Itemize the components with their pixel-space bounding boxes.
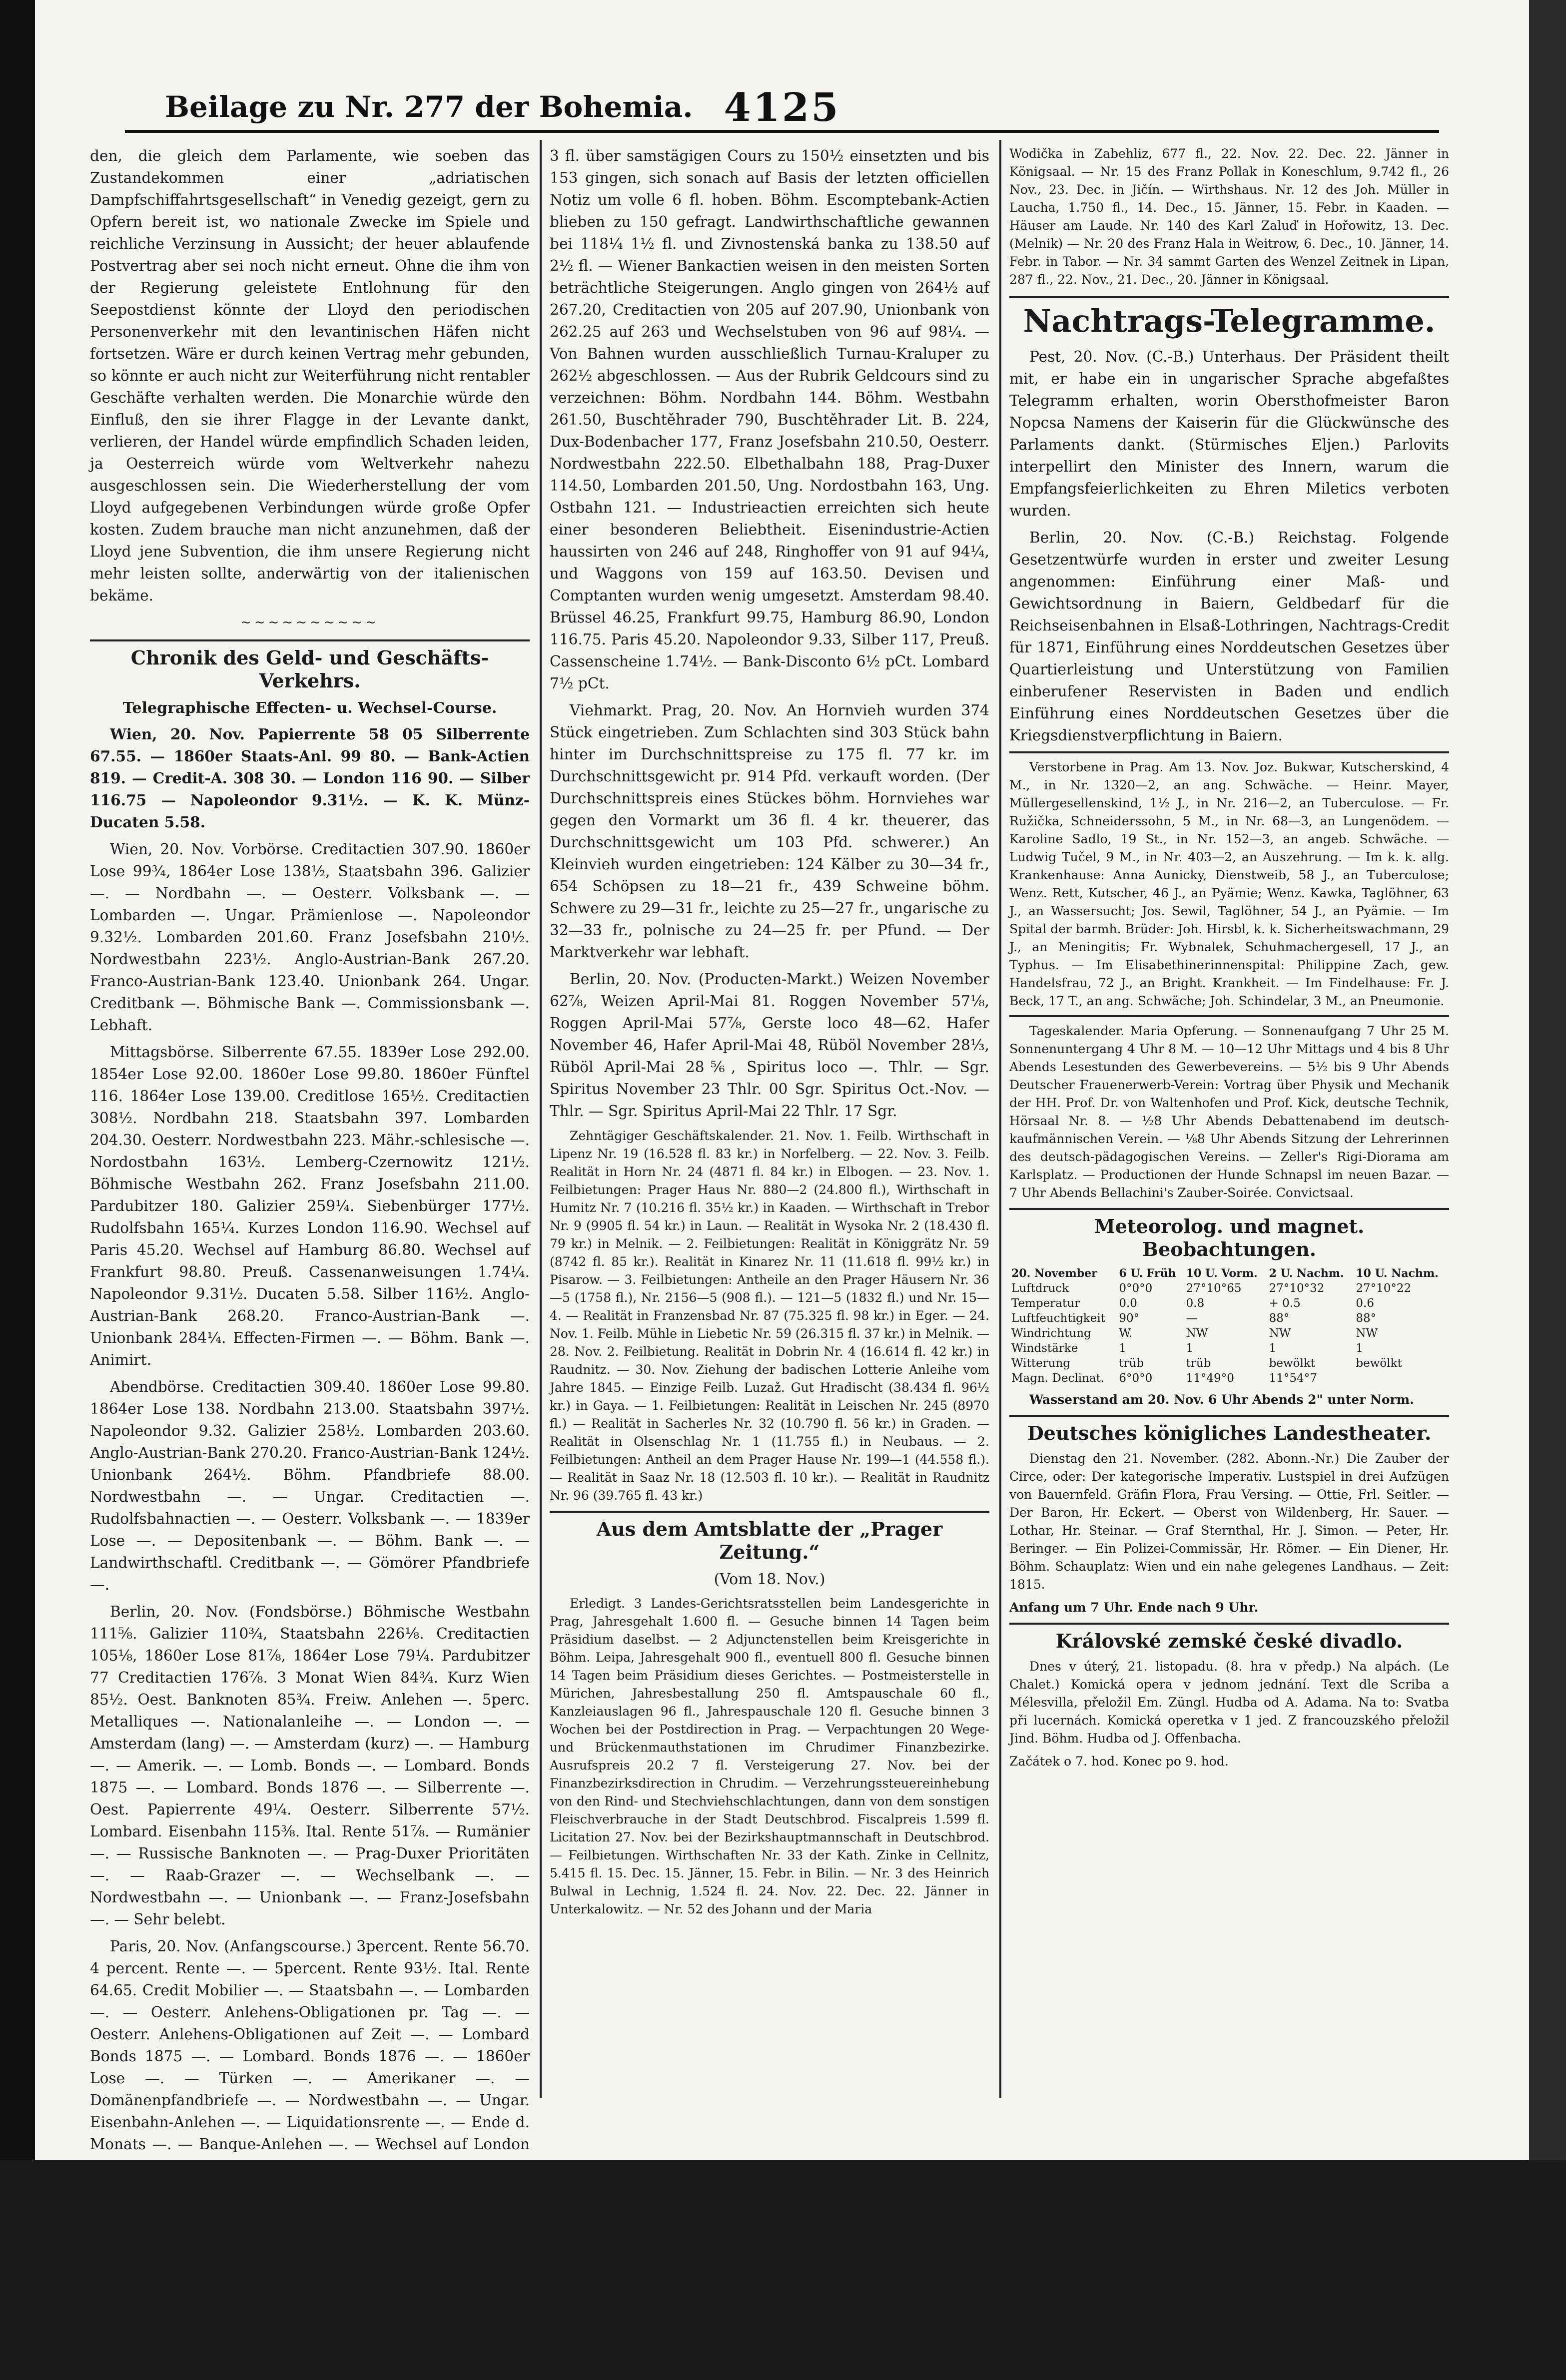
- page-header: [125, 75, 1439, 133]
- vienna-evening-exchange: Abendbörse. Creditactien 309.40. 1860er Lose 99.80. 1864er Lose 138. Nordbahn 213.00. Staatsbahn 397½. Napoleondor 9.32. Galizier 258½. Lombarden 203.60. Anglo-Austrian-Bank 270.20. Franco-Austrian-Bank 124½. Unionbank 264½. Böhm. Pfandbriefe 88.00. Nordwestbahn —. — Ungar. Creditactien —. Rudolfsbahnactien —. — Oesterr. Volksbank —. — 1839er Lose —. — Depositenbank —. — Böhm. Bank —. — Landwirthschaftl. Creditbank —. — Gömörer Pfandbriefe —.: [90, 1378, 530, 1593]
- czech-theater-program: Dnes v úterý, 21. listopadu. (8. hra v předp.) Na alpách. (Le Chalet.) Komická opera v jednom jednání. Text dle Scriba a Mélesvilla, přeložil Em. Züngl. Hudba od A. Adama. Na to: Svatba při lucernách. Komická operetka v 1 jed. Z francouzského přeložil Jind. Böhm. Hudba od J. Offenbacha.: [1009, 1659, 1449, 1746]
- meteorology-heading: Meteorolog. und magnet. Beobachtungen.: [1009, 1208, 1449, 1261]
- czech-theater-times: Začátek o 7. hod. Konec po 9. hod.: [1009, 1754, 1229, 1769]
- supplement-title: Beilage zu Nr. 277 der Bohemia.: [165, 90, 693, 124]
- theater-times: Anfang um 7 Uhr. Ende nach 9 Uhr.: [1009, 1600, 1259, 1615]
- berlin-produce-market: Berlin, 20. Nov. (Producten-Markt.) Weizen November 62⅞, Weizen April-Mai 81. Roggen November 57⅛, Roggen April-Mai 57⅞, Gerste loco 48—62. Hafer November 46, Hafer April-Mai 48, Rüböl November 28⅓, Rüböl April-Mai 28⅚, Spiritus loco —. Thlr. — Sgr. Spiritus November 23 Thlr. 00 Sgr. Spiritus Oct.-Nov. — Thlr. — Sgr. Spiritus April-Mai 22 Thlr. 17 Sgr.: [550, 971, 989, 1120]
- czech-theater-heading: Královské zemské české divadlo.: [1009, 1623, 1449, 1653]
- finance-chronicle-heading: Chronik des Geld- und Geschäfts-Verkehrs.: [90, 639, 530, 692]
- prague-exchange-report: K. Prager Börse, 20. November. Der heutige Börsenverkehr bewegte sich unter der ersteinzeichnenden und beliebtesten der letzten Periode. Werthe, die sonst um ⅛ oder ¼ fl. variiren, zeigten die Contocourse-Stellungen noch ebenmäßig. Nur ebenso zeigten die Notirungen für viele zur Zeit weniger begehrter Industrie-Actien, die aber als beliebt gelten, keine beträchtliche Avance an. — Auf den Verkehr eingehend, haben wir zu berichten, daß die Actien: [90, 2185, 530, 2378]
- table-row: Luftdruck 0°0°0 27°10°65 27°10°32 27°10°22: [1011, 1282, 1412, 1295]
- page-number: 4125: [724, 85, 840, 130]
- scan-edge-right: [1529, 0, 1566, 2160]
- paris-exchange: Paris, 20. Nov. (Anfangscourse.) 3percent. Rente 56.70. 4 percent. Rente —. — 5percent. Rente 93½. Ital. Rente 64.65. Credit Mobilier —. — Staatsbahn —. — Lombarden —. — Oesterr. Anlehens-Obligationen pr. Tag —. — Oesterr. Anlehens-Obligationen auf Zeit —. — Lombard Bonds 1875 —. — Lombard. Bonds 1876 —. — 1860er Lose —. — Türken —. — Amerikaner —. — Domänenpfandbriefe —. — Nordwestbahn —. — Ungar. Eisenbahn-Anlehen —. — Liquidationsrente —. — Ende d. Monats —. — Banque-Anlehen —. — Wechsel auf London —.: [90, 1938, 530, 2175]
- business-calendar: Zehntägiger Geschäftskalender. 21. Nov. 1. Feilb. Wirthschaft in Lipenz Nr. 19 (16.528 fl. 83 kr.) in Norfelberg. — 22. Nov. 3. Feilb. Realität in Horn Nr. 24 (4871 fl. 84 kr.) in Elbogen. — 23. Nov. 1. Feilbietungen: Prager Haus Nr. 880—2 (24.800 fl.), Wirthschaft in Humitz Nr. 7 (10.216 fl. 35½ kr.) in Kaaden. — Wirthschaft in Trebor Nr. 9 (9905 fl. 54 kr.) in Laun. — Realität in Wysoka Nr. 2 (18.430 fl. 79 kr.) in Melnik. — 2. Feilbietungen: Realität in Königgrätz Nr. 59 (8742 fl. 85 kr.). Realität in Kinarez Nr. 11 (11.618 fl. 99½ kr.) in Pisarow. — 3. Feilbietungen: Antheile an den Prager Häusern Nr. 36—5 (1758 fl.), Nr. 2156—5 (908 fl.). — 121—5 (1832 fl.) und Nr. 15—4. — Realität in Franzensbad Nr. 87 (75.325 fl. 98 kr.) in Eger. — 24. Nov. 1. Feilb. Mühle in Liebetic Nr. 59 (26.315 fl. 37 kr.) in Melnik. — 28. Nov. 2. Feilbietung. Realität in Dobrin Nr. 4 (16.614 fl. 42 kr.) in Raudnitz. — 30. Nov. Ziehung der badischen Lotterie Anleihe vom Jahre 1845. — Einzige Feilb. Luzaž. Gut Hradischt (38.434 fl. 96½ kr.) in Gaya. — 1. Feilbietungen: Realität in Leischen Nr. 245 (8970 fl.) — Realität in Sacherles Nr. 32 (10.790 fl. 56 kr.) in Graden. — Realität in Olsenschlag Nr. 1 (11.755 fl.) in Neubaus. — 2. Feilbietungen: Antheil an dem Prager Hause Nr. 199—1 (44.558 fl.). — Realität in Saaz Nr. 18 (12.503 fl. 10 kr.). — Realität in Raudnitz Nr. 96 (39.765 fl. 43 kr.): [550, 1129, 990, 1503]
- official-gazette-text: Erledigt. 3 Landes-Gerichtsratsstellen beim Landesgerichte in Prag, Jahresgehalt 1.600 fl. — Gesuche binnen 14 Tagen beim Präsidium daselbst. — 2 Adjunctenstellen beim Kreisgerichte in Böhm. Leipa, Jahresgehalt 900 fl., eventuell 800 fl. Gesuche binnen 14 Tagen beim Präsidium dieses Gerichtes. — Postmeisterstelle in Mürichen, Jahresbestallung 250 fl. Amtspauschale 60 fl., Kanzleiauslagen 96 fl., Jahrespauschale 120 fl. Gesuche binnen 3 Wochen bei der Postdirection in Prag. — Verpachtungen 20 Wege- und Brückenmauthstationen im Chrudimer Finanzbezirke. Ausrufspreis 20.2 7 fl. Versteigerung 27. Nov. bei der Finanzbezirksdirection in Chrudim. — Verzehrungssteuereinhebung von den Rind- und Stechviehschlachtungen, dann von dem sonstigen Fleischverbrauche in der Stadt Deutschbrod. Fiscalpreis 1.599 fl. Licitation 27. Nov. bei der Bezirkshauptmannschaft in Deutschbrod. — Feilbietungen. Wirthschaften Nr. 33 der Kath. Zinke in Cellnitz, 5.415 fl. 15. Dec. 15. Jänner, 15. Febr. in Bilin. — Nr. 3 des Heinrich Bulwal in Lechnig, 1.524 fl. 24. Nov. 22. Dec. 22. Jänner in Unterkalowitz. — Nr. 52 des Johann und der Maria: [550, 1596, 989, 1916]
- meteorology-table: [1009, 1266, 1449, 1386]
- column-divider: [540, 140, 542, 2098]
- scan-edge-left: [0, 0, 35, 2160]
- separator: ~~~~~~~~~~: [240, 615, 379, 630]
- cattle-market: Viehmarkt. Prag, 20. Nov. An Hornvieh wurden 374 Stück eingetrieben. Zum Schlachten sind 303 Stück bahn hinter im Durchschnittspreise zu 175 fl. 77 kr. im Durchschnittsgewicht pr. 914 Pfd. verkauft worden. (Der Durchschnittspreis eines Stückes böhm. Hornviehes war gegen den Vormarkt um 36 fl. 4 kr. theuerer, das Durchschnittsgewicht um 103 Pfd. schwerer.) An Kleinvieh wurden eingetrieben: 124 Kälber zu 30—34 fr., 654 Schöpsen zu 18—21 fr., 439 Schweine böhm. Schwere zu 29—31 fr., leichte zu 25—27 fr., ungarische zu 32—33 fr., polnische zu 24—25 fr. per Pfund. — Der Marktverkehr war lebhaft.: [550, 702, 989, 961]
- theater-program: Dienstag den 21. November. (282. Abonn.-Nr.) Die Zauber der Circe, oder: Der kategorische Imperativ. Lustspiel in drei Aufzügen von Bauernfeld. Gräfin Flora, Frau Versing. — Ottie, Frl. Seitler. — Der Baron, Hr. Eckert. — Oberst von Wildenberg, Hr. Sauer. — Lothar, Hr. Steinar. — Graf Sternthal, Hr. J. Simon. — Peter, Hr. Beringer. — Ein Polizei-Commissär, Hr. Römer. — Ein Diener, Hr. Böhm. Schauplatz: Wien und ein nahe gelegenes Landhaus. — Zeit: 1815.: [1009, 1451, 1449, 1592]
- water-level-note: Wasserstand am 20. Nov. 6 Uhr Abends 2" unter Norm.: [1029, 1392, 1414, 1407]
- table-row: Luftfeuchtigkeit 90° — 88° 88°: [1011, 1312, 1377, 1325]
- table-row: Windstärke 1 1 1 1: [1011, 1342, 1364, 1355]
- prague-exchange-continued: 3 fl. über samstägigen Cours zu 150½ einsetzten und bis 153 gingen, sich sonach auf Basis der letzten officiellen Notiz um volle 6 fl. hoben. Böhm. Escomptebank-Actien blieben zu 150 gefragt. Landwirthschaftliche gewannen bei 118¼ 1½ fl. und Zivnostenská banka zu 138.50 auf 2½ fl. — Wiener Bankactien weisen in den meisten Sorten beträchtliche Steigerungen. Anglo gingen von 264½ auf 267.20, Creditactien von 205 auf 207.90, Unionbank von 262.25 auf 263 und Wechselstuben von 96 auf 98¼. — Von Bahnen wurden ausschließlich Turnau-Kraluper zu 262½ abgeschlossen. — Aus der Rubrik Geldcours sind zu verzeichnen: Böhm. Nordbahn 144. Böhm. Westbahn 261.50, Buschtěhrader 790, Buschtěhrader Lit. B. 224, Dux-Bodenbacher 177, Franz Josefsbahn 210.50, Oesterr. Nordwestbahn 222.50. Elbethalbahn 188, Prag-Duxer 114.50, Lombarden 201.50, Ung. Nordostbahn 163, Ung. Ostbahn 121. — Industrieactien erreichten sich heute einer besonderen Beliebtheit. Eisenindustrie-Actien haussirten von 246 auf 248, Ringhoffer von 91 auf 94¼, und Waggons von 159 auf 163.50. Devisen und Comptanten wurden wenig umgesetzt. Amsterdam 98.40. Brüssel 46.25, Frankfurt 99.75, Hamburg 86.90, London 116.75. Paris 45.20. Napoleondor 9.33, Silber 117, Preuß. Cassenscheine 1.74½. — Bank-Disconto 6½ pCt. Lombard 7½ pCt.: [550, 147, 989, 692]
- table-row: Temperatur 0.0 0.8 + 0.5 0.6: [1011, 1297, 1374, 1310]
- telegraph-subheading: Telegraphische Effecten- u. Wechsel-Course.: [122, 699, 497, 717]
- vienna-telegraph: Wien, 20. Nov. Papierrente 58 05 Silberrente 67.55. — 1860er Staats-Anl. 99 80. — Bank-Actien 819. — Credit-A. 308 30. — London 116 90. — Silber 116.75 — Napoleondor 9.31½. — K. K. Münz-Ducaten 5.58.: [90, 725, 530, 831]
- table-row: Magn. Declinat. 6°0°0 11°49°0 11°54°7: [1011, 1372, 1317, 1385]
- column-3: [1009, 145, 1449, 2093]
- deaths-in-prague: Verstorbene in Prag. Am 13. Nov. Joz. Bukwar, Kutscherskind, 4 M., in Nr. 1320—2, an ang. Schwäche. — Heinr. Mayer, Müllergesellenskind, 1½ J., in Nr. 216—2, an Tuberculose. — Fr. Ružička, Schneiderssohn, 5 M., in Nr. 68—3, an Lungenödem. — Karoline Sadlo, 19 St., in Nr. 152—3, an angeb. Schwäche. — Ludwig Tučel, 9 M., in Nr. 403—2, an Auszehrung. — Im k. k. allg. Krankenhause: Anna Aunicky, Dienstweib, 58 J., an Tuberculose; Wenz. Rett, Kutscher, 46 J., an Pyämie; Wenz. Kawka, Taglöhner, 63 J., an Wassersucht; Jos. Sewil, Taglöhner, 54 J., an Pyämie. — Im Spital der barmh. Brüder: Joh. Hirsbl, k. k. Sicherheitswachmann, 29 J., an Meningitis; Fr. Wybnalek, Schuhmachergesell, 17 J., an Typhus. — Im Elisabethinerinnenspital: Philippine Zach, gew. Handelsfrau, 72 J., an Bright. Krankheit. — Im Findelhause: Fr. J. Beck, 17 T., an ang. Schwäche; Joh. Schindelar, 3 M., an Pneumonie.: [1009, 751, 1449, 1010]
- vienna-midday-exchange: Mittagsbörse. Silberrente 67.55. 1839er Lose 292.00. 1854er Lose 92.00. 1860er Lose 99.80. 1860er Fünftel 116. 1864er Lose 139.00. Creditlose 165½. Creditactien 308½. Nordbahn 218. Staatsbahn 397. Lombarden 204.30. Oesterr. Nordwestbahn 223. Mähr.-schlesische —. Nordostbahn 163½. Lemberg-Czernowitz 121½. Böhmische Westbahn 262. Franz Josefsbahn 211.00. Pardubitzer 180. Galizier 259¼. Siebenbürger 177½. Rudolfsbahn 165¼. Kurzes London 116.90. Wechsel auf Paris 45.20. Wechsel auf Hamburg 86.80. Wechsel auf Frankfurt 98.80. Preuß. Cassenanweisungen 1.74¼. Napoleondor 9.31½. Ducaten 5.58. Silber 116½. Anglo-Austrian-Bank 268.20. Franco-Austrian-Bank —. Unionbank 284¼. Effecten-Firmen —. — Böhm. Bank —. Animirt.: [90, 1044, 530, 1368]
- column-1: [90, 145, 530, 2378]
- telegram-pest: Pest, 20. Nov. (C.-B.) Unterhaus. Der Präsident theilt mit, er habe ein in ungarischer Sprache abgefaßtes Telegramm erhalten, worin Obersthofmeister Baron Nopcsa Namens der Kaiserin für die Glückwünsche des Parlaments dankt. (Stürmisches Eljen.) Parlovits interpellirt den Minister des Innern, warum die Empfangsfeierlichkeiten zu Ehren Miletics verboten wurden.: [1009, 348, 1449, 519]
- table-row: Witterung trüb trüb bewölkt bewölkt: [1011, 1357, 1402, 1370]
- vienna-pre-exchange: Wien, 20. Nov. Vorbörse. Creditactien 307.90. 1860er Lose 99¾, 1864er Lose 138½, Staatsbahn 396. Galizier —. — Nordbahn —. — Oesterr. Volksbank —. — Lombarden —. Ungar. Prämienlose —. Napoleondor 9.32½. Lombarden 201.60. Franz Josefsbahn 210½. Nordwestbahn 223½. Anglo-Austrian-Bank 267.20. Franco-Austrian-Bank 123.40. Unionbank 264. Ungar. Creditbank —. Böhmische Bank —. Commissionsbank —. Lebhaft.: [90, 841, 530, 1034]
- daily-calendar: Tageskalender. Maria Opferung. — Sonnenaufgang 7 Uhr 25 M. Sonnenuntergang 4 Uhr 8 M. — 10—12 Uhr Mittags und 4 bis 8 Uhr Abends Lesestunden des Gewerbevereins. — 5½ bis 9 Uhr Abends Deutscher Frauenerwerb-Verein: Vortrag über Physik und Mechanik der HH. Prof. Dr. von Waltenhofen und Prof. Kick, deutsche Technik, Hörsaal Nr. 8. — ½8 Uhr Abends Debattenabend im deutsch-kaufmännischen Verein. — ⅛8 Uhr Abends Sitzung der Lehrerinnen des deutsch-pädagogischen Vereins. — Zeller's Rigi-Diorama am Karlsplatz. — Productionen der Hunde Schnapsl im neuen Bazar. — 7 Uhr Abends Bellachini's Zauber-Soirée. Convictsaal.: [1009, 1015, 1449, 1202]
- auction-list-continued: Wodička in Zabehliz, 677 fl., 22. Nov. 22. Dec. 22. Jänner in Königsaal. — Nr. 15 des Franz Pollak in Koneschlum, 9.742 fl., 26 Nov., 23. Dec. in Jičín. — Wirthshaus. Nr. 12 des Joh. Müller in Laucha, 1.750 fl., 14. Dec., 15. Jänner, 15. Febr. in Kaaden. — Häuser am Laude. Nr. 140 des Karl Zaluď in Hořowitz, 13. Dec. (Melnik) — Nr. 20 des Franz Hala in Weitrow, 6. Dec., 10. Jänner, 14. Febr. in Tabor. — Nr. 34 sammt Garten des Wenzel Zeitnek in Lipan, 287 fl., 22. Nov., 21. Dec., 20. Jänner in Königsaal.: [1009, 146, 1449, 287]
- telegram-heading: Nachtrags-Telegramme.: [1009, 296, 1449, 340]
- theater-heading: Deutsches königliches Landestheater.: [1009, 1415, 1449, 1445]
- column-2: [550, 145, 989, 2093]
- meteorology-header-row: 20. November 6 U. Früh 10 U. Vorm. 2 U. Nachm. 10 U. Nachm.: [1011, 1267, 1439, 1280]
- official-gazette-heading: Aus dem Amtsblatte der „Prager Zeitung.“: [550, 1511, 989, 1564]
- telegram-berlin: Berlin, 20. Nov. (C.-B.) Reichstag. Folgende Gesetzentwürfe wurden in erster und zweiter Lesung angenommen: Einführung einer Maß- und Gewichtsordnung in Baiern, Geldbedarf für die Reichseisenbahnen in Elsaß-Lothringen, Nachtrags-Credit für 1871, Einführung eines Norddeutschen Gesetzes über Quartierleistung und Unterstützung von Familien einberufener Reservisten in Baden und endlich Einführung eines Norddeutschen Gesetzes über die Kriegsdienstverpflichtung in Baiern.: [1009, 529, 1449, 744]
- table-row: Windrichtung W. NW NW NW: [1011, 1327, 1378, 1340]
- lloyd-article-end: den, die gleich dem Parlamente, wie soeben das Zustandekommen einer „adriatischen Dampfschiffahrtsgesellschaft“ in Venedig gezeigt, gern zu Opfern bereit ist, wo nationale Zwecke im Spiele und reichliche Verzinsung in Aussicht; der heuer ablaufende Postvertrag aber sei noch nicht erneut. Ohne die ihm von der Regierung geleistete Entlohnung für den Seepostdienst könnte der Lloyd den periodischen Personenverkehr mit den levantinischen Häfen nicht fortsetzen. Wäre er durch keinen Vertrag mehr gebunden, so könnte er auch nicht zur Weiterführung nicht rentabler Geschäfte verhalten werden. Die Monarchie würde den Einfluß, den sie ihrer Flagge in der Levante dankt, verlieren, der Handel würde empfindlich Schaden leiden, ja Oesterreich würde vom Weltverkehr nahezu ausgeschlossen sein. Die Wiederherstellung der vom Lloyd aufgegebenen Verbindungen würde große Opfer kosten. Zudem brauche man nicht anzunehmen, daß der Lloyd jene Subvention, die ihm unsere Regierung nicht mehr leisten sollte, anderwärtig von der italienischen bekäme.: [90, 147, 530, 604]
- berlin-exchange: Berlin, 20. Nov. (Fondsbörse.) Böhmische Westbahn 111⅝. Galizier 110¾, Staatsbahn 226⅛. Creditactien 105⅛, 1860er Lose 81⅞, 1864er Lose 79¼. Pardubitzer 77 Creditactien 176⅞. 3 Monat Wien 84¾. Kurz Wien 85½. Oest. Banknoten 85¾. Freiw. Anlehen —. 5perc. Metalliques —. Nationalanleihe —. — London —. — Amsterdam (lang) —. — Amsterdam (kurz) —. — Hamburg —. — Amerik. —. — Lomb. Bonds —. — Lombard. Bonds 1875 —. — Lombard. Bonds 1876 —. — Silberrente —. Oest. Papierrente 49¼. Oesterr. Silberrente 57½. Lombard. Eisenbahn 115⅜. Ital. Rente 51⅞. — Rumänier —. — Russische Banknoten —. — Prag-Duxer Prioritäten —. — Raab-Grazer —. — Wechselbank —. — Nordwestbahn —. — Unionbank —. — Franz-Josefsbahn —. — Sehr belebt.: [90, 1603, 530, 1928]
- official-gazette-date: (Vom 18. Nov.): [714, 1571, 825, 1588]
- column-divider: [999, 140, 1001, 2098]
